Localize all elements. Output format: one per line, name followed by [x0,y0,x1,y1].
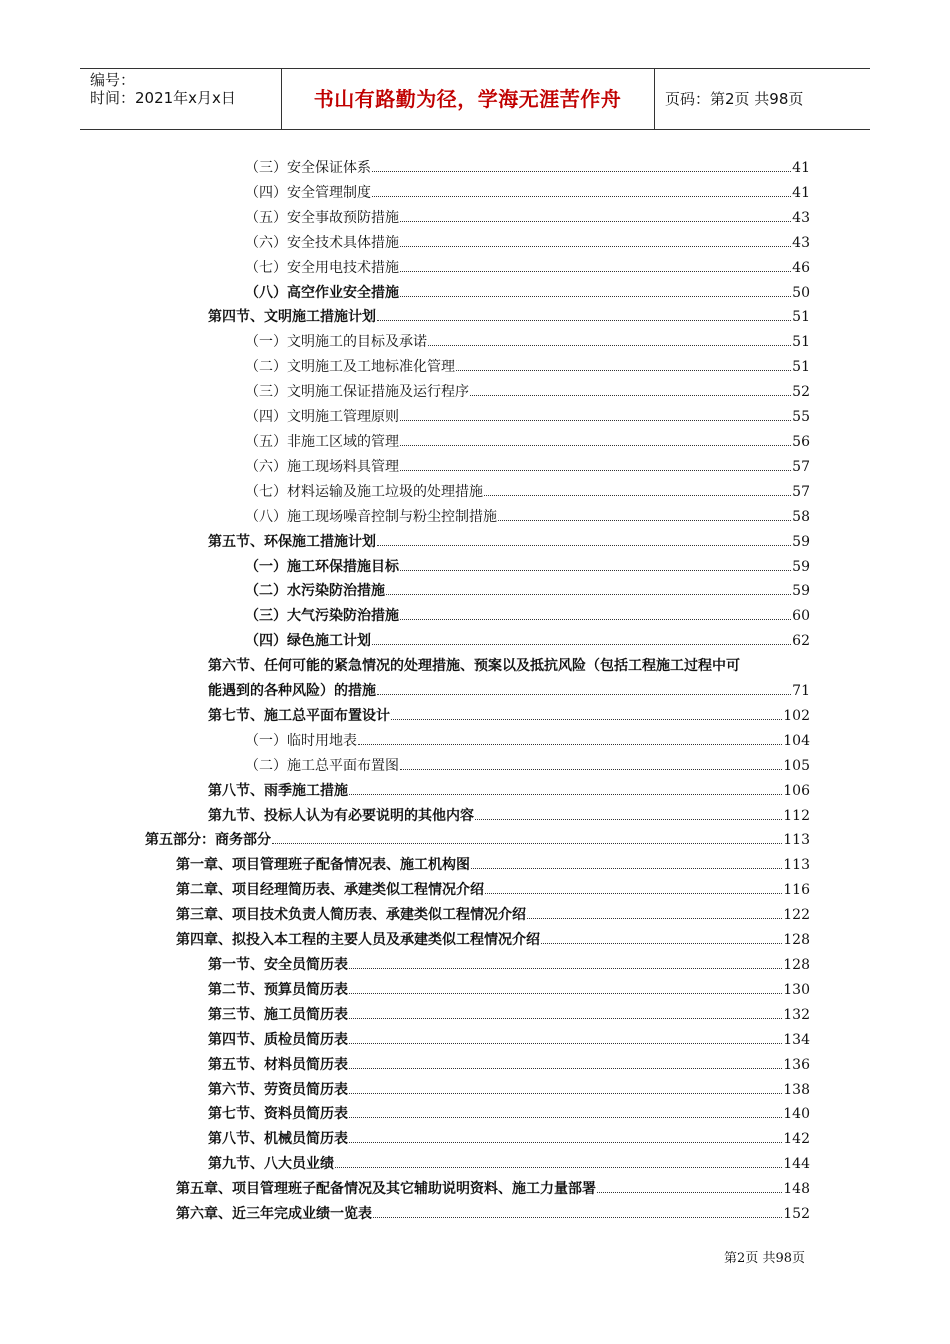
toc-entry[interactable] [0,804,810,829]
toc-entry-page: 51 [792,359,810,376]
toc-entry-text: （八）高空作业安全措施 [245,284,399,301]
toc-entry-page: 116 [783,882,810,899]
toc-leader-dots [400,420,791,421]
toc-entry-text: 第七节、资料员简历表 [208,1106,348,1123]
toc-entry[interactable] [0,928,810,953]
toc-entry[interactable] [0,953,810,978]
toc-entry-text: 第二节、预算员简历表 [208,981,348,998]
toc-leader-dots [373,1217,782,1218]
toc-leader-dots [498,520,791,521]
toc-entry-text: 第七节、施工总平面布置设计 [208,707,390,724]
toc-entry-text: 第二章、项目经理简历表、承建类似工程情况介绍 [176,882,484,899]
toc-entry[interactable] [0,555,810,580]
toc-entry-page: 50 [792,284,810,301]
toc-leader-dots [471,868,782,869]
toc-entry-text: （四）文明施工管理原则 [245,409,399,426]
toc-entry[interactable] [0,1078,810,1103]
toc-leader-dots [349,794,782,795]
toc-leader-dots [349,1142,782,1143]
toc-entry-text: （四）安全管理制度 [245,184,371,201]
toc-entry-text: 第四章、拟投入本工程的主要人员及承建类似工程情况介绍 [176,932,540,949]
toc-entry-text: （八）施工现场噪音控制与粉尘控制措施 [245,508,497,525]
toc-leader-dots [391,719,782,720]
toc-leader-dots [527,918,782,919]
toc-entry-page: 59 [792,583,810,600]
toc-entry-page: 58 [792,508,810,525]
toc-entry-text: （五）安全事故预防措施 [245,209,399,226]
toc-leader-dots [349,1093,782,1094]
toc-leader-dots [400,769,782,770]
toc-entry-text: 第一节、安全员简历表 [208,957,348,973]
toc-entry-page: 134 [783,1031,810,1048]
toc-entry[interactable] [0,430,810,455]
toc-entry-text: 第六节、劳资员简历表 [208,1081,348,1098]
toc-entry-text: （二）施工总平面布置图 [245,757,399,774]
toc-entry-page: 140 [783,1106,810,1123]
toc-entry-page: 43 [792,234,810,251]
toc-entry-page: 132 [783,1006,810,1023]
toc-leader-dots [377,320,791,321]
toc-entry[interactable] [0,579,810,604]
toc-entry-page: 128 [783,932,810,949]
toc-leader-dots [456,370,791,371]
toc-entry-page: 113 [783,832,810,849]
header-motto: 书山有路勤为径，学海无涯苦作舟 [313,87,622,111]
toc-leader-dots [349,1117,782,1118]
toc-entry-page: 59 [792,533,810,550]
toc-entry-text: 第三章、项目技术负责人简历表、承建类似工程情况介绍 [176,907,526,924]
header-motto-cell [281,69,655,129]
toc-entry-page: 51 [792,309,810,326]
toc-leader-dots [386,594,791,595]
toc-entry-page: 148 [783,1181,810,1198]
toc-entry-text: 第一章、项目管理班子配备情况表、施工机构图 [176,857,470,874]
toc-entry [0,679,810,704]
toc-leader-dots [400,619,791,620]
toc-entry[interactable] [0,256,810,281]
toc-entry-page: 130 [783,981,810,998]
toc-entry[interactable] [0,1102,810,1127]
toc-entry-page: 113 [783,857,810,874]
toc-leader-dots [400,221,791,222]
toc-entry-text: 第六章、近三年完成业绩一览表 [176,1206,372,1223]
header-page-cell [655,69,870,129]
toc-entry-page: 138 [783,1081,810,1098]
toc-leader-dots [349,968,782,969]
toc-entry-text: （二）水污染防治措施 [245,583,385,600]
toc-entry-page: 142 [783,1131,810,1148]
toc-entry-page: 56 [792,433,810,450]
toc-entry[interactable] [0,604,810,629]
toc-leader-dots [400,271,791,272]
toc-entry-text: 第五章、项目管理班子配备情况及其它辅助说明资料、施工力量部署 [176,1181,596,1198]
toc-entry-page: 60 [792,608,810,625]
toc-leader-dots [377,694,791,695]
toc-entry[interactable] [0,853,810,878]
toc-part-1 [0,156,950,654]
toc-leader-dots [358,744,782,745]
toc-leader-dots [335,1167,782,1168]
toc-entry-text: （七）材料运输及施工垃圾的处理措施 [245,483,483,500]
toc-leader-dots [475,819,782,820]
toc-leader-dots [400,296,791,297]
toc-entry-text: （一）文明施工的目标及承诺 [245,334,427,351]
toc-entry-text: 第四节、文明施工措施计划 [208,309,376,326]
toc-entry[interactable] [0,754,810,779]
toc-entry-text: （四）绿色施工计划 [245,633,371,650]
toc-entry-page: 102 [783,707,810,724]
toc-entry[interactable] [0,878,810,903]
page-header [80,68,870,130]
toc-leader-dots [400,445,791,446]
page-footer: 第2页 共98页 [724,1251,805,1266]
toc-entry-text-line1: 第六节、任何可能的紧急情况的处理措施、预案以及抵抗风险（包括工程施工过程中可 [208,658,740,675]
toc-leader-dots [377,545,791,546]
toc-entry-text: 第九节、投标人认为有必要说明的其他内容 [208,807,474,824]
toc-leader-dots [400,246,791,247]
toc-entry-text: （一）施工环保措施目标 [245,558,399,575]
toc-entry-text: （六）施工现场料具管理 [245,458,399,475]
toc-leader-dots [349,993,782,994]
toc-entry[interactable] [0,505,810,530]
toc-entry-text: 第四节、质检员简历表 [208,1031,348,1048]
toc-entry[interactable] [0,156,810,181]
toc-entry-text: 第五节、材料员简历表 [208,1056,348,1073]
toc-entry[interactable] [0,729,810,754]
toc-entry-page: 144 [783,1156,810,1173]
toc-entry-text: （六）安全技术具体措施 [245,234,399,251]
toc-entry-text: （三）安全保证体系 [245,160,371,176]
toc-leader-dots [541,943,782,944]
toc-entry-text: 第八节、雨季施工措施 [208,782,348,799]
toc-entry-text: （三）大气污染防治措施 [245,608,399,625]
toc-leader-dots [272,843,782,844]
document-date-label: 时间：2021年x月x日 [90,89,236,107]
toc-leader-dots [372,171,791,172]
toc-entry[interactable] [0,330,810,355]
toc-entry[interactable] [0,1202,810,1227]
table-of-contents [0,156,950,1227]
toc-leader-dots [349,1018,782,1019]
toc-part-2 [0,704,950,1227]
toc-entry[interactable] [0,281,810,306]
document-number-label: 编号： [90,71,136,89]
toc-wrapped-entry[interactable] [0,654,950,704]
toc-entry[interactable] [0,355,810,380]
toc-entry-text: （三）文明施工保证措施及运行程序 [245,384,469,401]
toc-entry-page: 62 [792,633,810,650]
toc-leader-dots [349,1068,782,1069]
toc-entry-text: 第八节、机械员简历表 [208,1131,348,1148]
toc-entry[interactable] [0,779,810,804]
toc-entry-page: 105 [783,757,810,774]
toc-entry-text: （二）文明施工及工地标准化管理 [245,359,455,376]
toc-entry-text: 第九节、八大员业绩 [208,1156,334,1173]
toc-entry-page: 59 [792,558,810,575]
toc-entry[interactable] [0,405,810,430]
toc-entry-text: （一）临时用地表 [245,732,357,749]
toc-entry-page: 122 [783,907,810,924]
toc-leader-dots [349,1043,782,1044]
toc-entry[interactable] [0,480,810,505]
toc-leader-dots [470,395,791,396]
toc-entry[interactable] [0,704,810,729]
toc-entry-page: 106 [783,782,810,799]
toc-entry[interactable] [0,1127,810,1152]
toc-entry-page: 71 [792,683,810,700]
toc-entry[interactable] [0,231,810,256]
toc-entry[interactable] [0,1028,810,1053]
toc-entry-text: 第五部分：商务部分 [145,832,271,849]
toc-entry[interactable] [0,1003,810,1028]
toc-entry[interactable] [0,1177,810,1202]
toc-entry-text: （七）安全用电技术措施 [245,259,399,276]
toc-entry-page: 57 [792,458,810,475]
toc-entry-page: 104 [783,732,810,749]
toc-entry[interactable] [0,978,810,1003]
toc-leader-dots [400,470,791,471]
toc-entry-page: 41 [792,160,810,176]
toc-entry-page: 41 [792,184,810,201]
toc-leader-dots [484,495,791,496]
toc-entry[interactable] [0,380,810,405]
toc-entry-text-line2: 能遇到的各种风险）的措施 [208,683,376,700]
toc-entry-page: 51 [792,334,810,351]
toc-entry[interactable] [0,206,810,231]
toc-leader-dots [597,1192,782,1193]
toc-entry[interactable] [0,530,810,555]
toc-leader-dots [372,196,791,197]
toc-entry-page: 57 [792,483,810,500]
toc-entry-page: 55 [792,409,810,426]
toc-entry-text: 第三节、施工员简历表 [208,1006,348,1023]
toc-entry-page: 128 [783,957,810,973]
toc-entry-page: 112 [783,807,810,824]
toc-leader-dots [372,644,791,645]
toc-leader-dots [428,345,791,346]
toc-entry[interactable] [0,305,810,330]
toc-entry-page: 152 [783,1206,810,1223]
toc-entry[interactable] [0,629,810,654]
header-page-info: 页码：第2页 共98页 [665,90,804,108]
toc-entry-page: 136 [783,1056,810,1073]
toc-leader-dots [485,893,782,894]
toc-entry[interactable] [0,455,810,480]
toc-entry-page: 46 [792,259,810,276]
toc-entry[interactable] [0,1053,810,1078]
toc-leader-dots [400,570,791,571]
toc-entry[interactable] [0,181,810,206]
toc-entry-page: 52 [792,384,810,401]
header-meta-cell [80,69,282,129]
toc-entry[interactable] [0,1152,810,1177]
toc-entry-text: （五）非施工区域的管理 [245,433,399,450]
toc-entry-text: 第五节、环保施工措施计划 [208,533,376,550]
toc-entry-page: 43 [792,209,810,226]
toc-entry[interactable] [0,828,810,853]
toc-entry[interactable] [0,903,810,928]
